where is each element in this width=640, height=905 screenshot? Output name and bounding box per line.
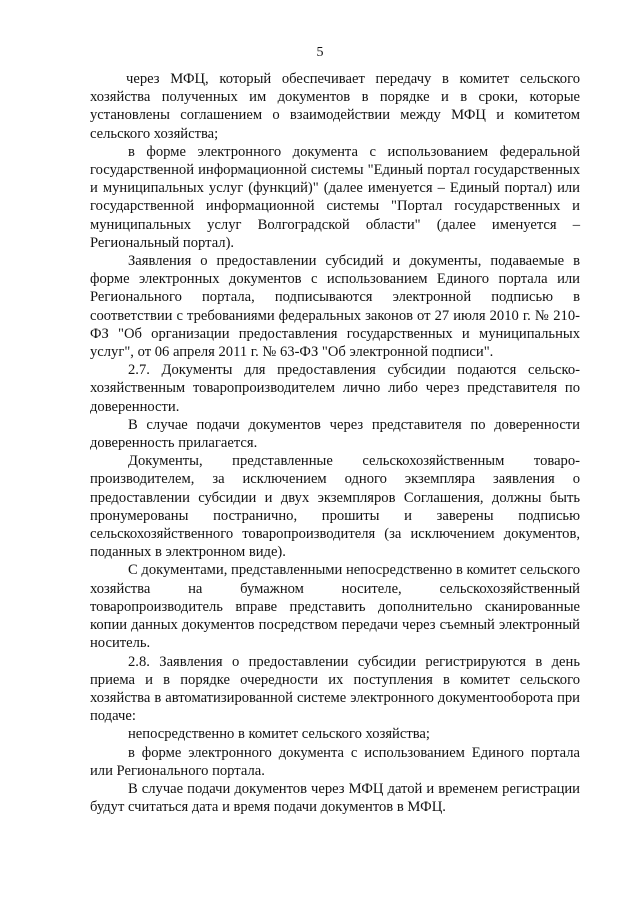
paragraph-mfc-registration: В случае подачи документов через МФЦ датой и временем регистрации будут считаться дата и время подачи документов в МФЦ. — [90, 780, 580, 816]
paragraph-section-2-7: 2.7. Документы для предоставления субсидии подаются сельско-хозяйственным товаропроизводителем лично либо через представителя по доверенности. — [90, 362, 580, 415]
paragraph-submission-direct: непосредственно в комитет сельского хозяйства; — [128, 726, 430, 743]
page-number: 5 — [316, 45, 324, 60]
paragraph-mfc-submission: через МФЦ, который обеспечивает передачу в комитет сельского хозяйства полученных им документов в порядке и в сроки, которые установлены соглашением о взаимодействии между МФЦ и комитетом сельского хозяйства; — [90, 71, 580, 142]
paragraph-section-2-8: 2.8. Заявления о предоставлении субсидии регистрируются в день приема и в порядке очередности их поступления в комитет сельского хозяйства в автоматизированной системе электронного документооборота при подаче: — [90, 653, 580, 725]
paragraph-submission-electronic: в форме электронного документа с использованием Единого портала или Регионального портала. — [90, 744, 580, 779]
paragraph-scanned-copies: С документами, представленными непосредственно в комитет сельского хозяйства на бумажном носителе, сельскохозяйственный товаропроизводитель вправе представить дополнительно сканированные копии данных документов посредством передачи через съемный электронный носитель. — [90, 562, 580, 652]
paragraph-documents-numbered: Документы, представленные сельскохозяйственным товаро-производителем, за исключением одного экземпляра заявления о предоставлении субсидии и двух экземпляров Соглашения, должны быть пронумерованы постранично, прошиты и заверены подписью сельскохозяйственного товаропроизводителя (за исключением документов, поданных в электронном виде). — [90, 453, 580, 561]
paragraph-electronic-form: в форме электронного документа с использованием федеральной государственной информационной системы "Единый портал государственных и муниципальных услуг (функций)" (далее именуется – Единый портал) или государственной информационной системы "Портал государственных и муниципальных услуг Волгоградской области" (далее именуется – Региональный портал). — [90, 143, 580, 251]
paragraph-electronic-signature: Заявления о предоставлении субсидий и документы, подаваемые в форме электронных документов с использованием Единого портала или Регионального портала, подписываются электронной подписью в соответствии с требованиями федеральных законов от 27 июля 2010 г. № 210-ФЗ "Об организации предоставления государственных и муниципальных услуг", от 06 апреля 2011 г. № 63-ФЗ "Об электронной подписи". — [90, 253, 580, 361]
document-body — [90, 70, 580, 816]
paragraph-power-of-attorney: В случае подачи документов через представителя по доверенности доверенность прилагается. — [90, 416, 580, 452]
